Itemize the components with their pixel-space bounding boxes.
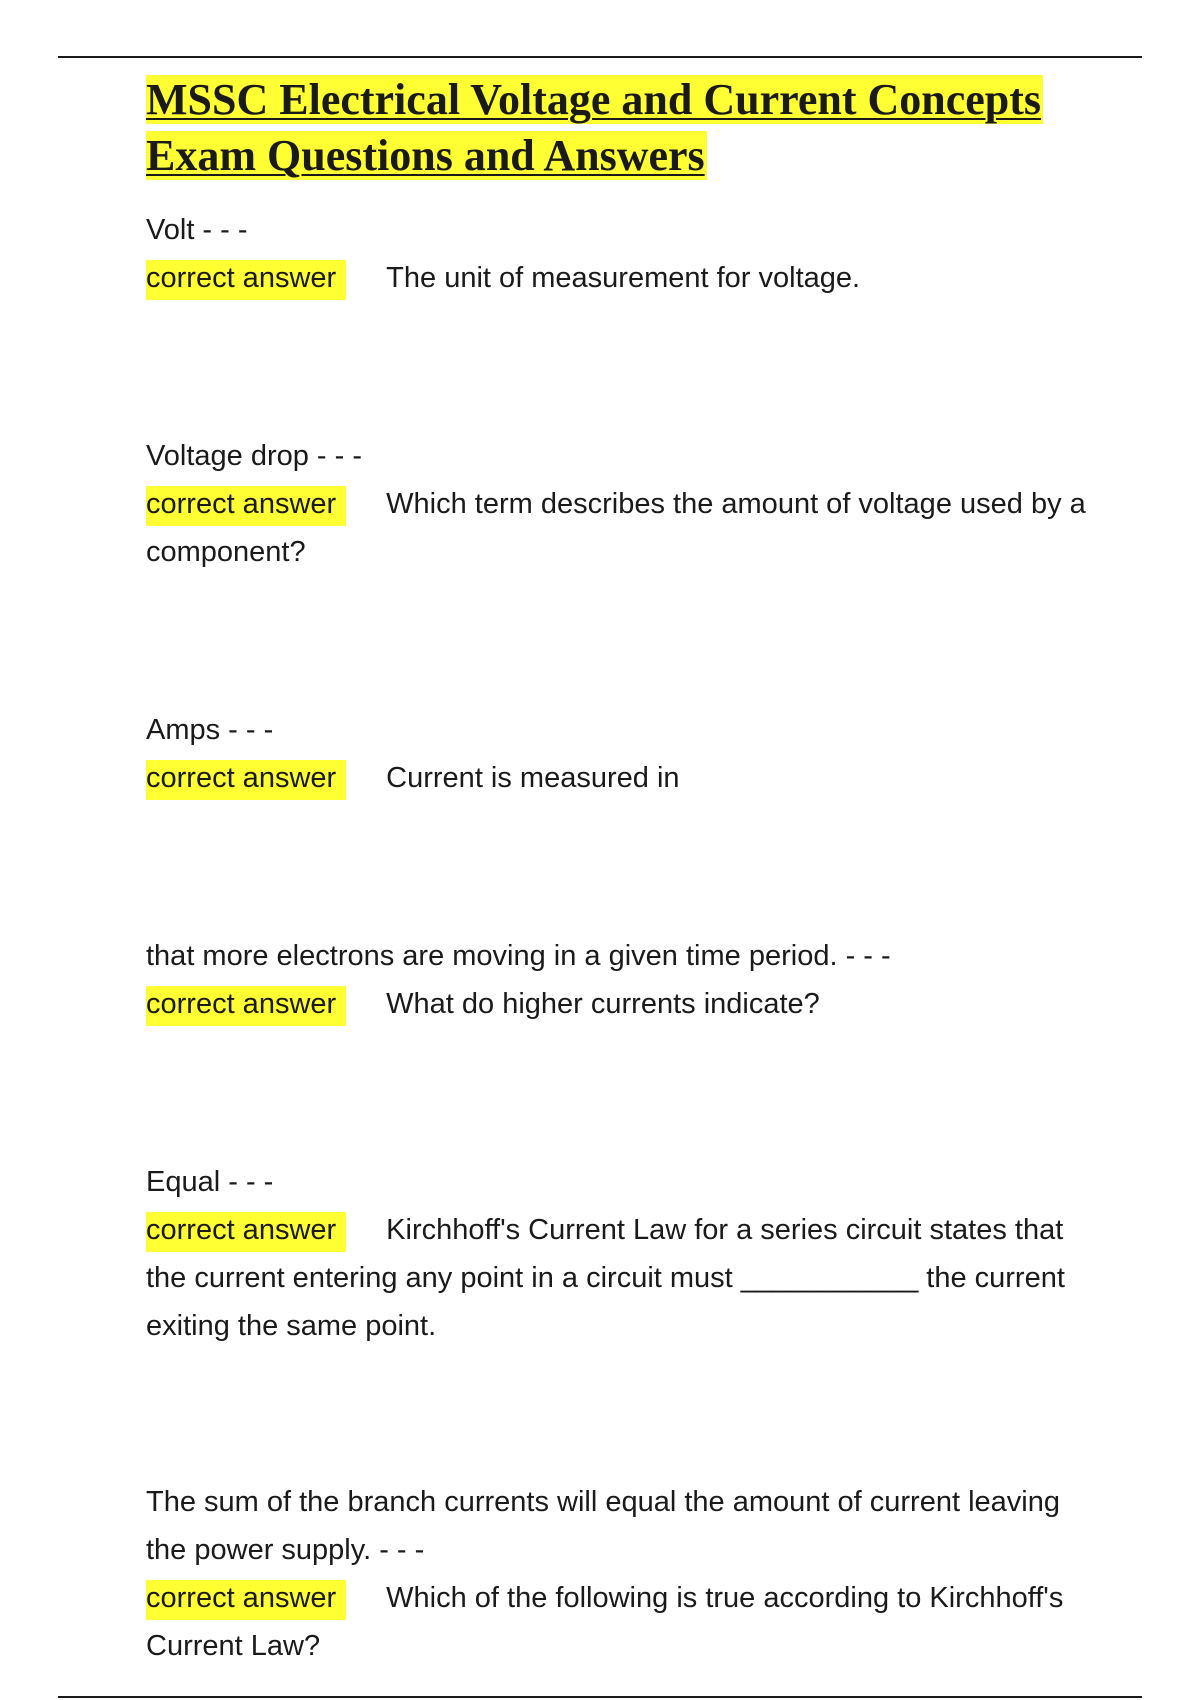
correct-answer-badge: correct answer: [146, 1212, 346, 1252]
qa-answer: Which term describes the amount of voltage used by a component?: [146, 488, 1086, 568]
document-body: [146, 72, 1086, 1670]
qa-item: [146, 432, 1086, 576]
qa-item: [146, 932, 1086, 1028]
qa-answer-line: [146, 980, 1086, 1028]
qa-term: Voltage drop - - -: [146, 440, 362, 472]
qa-term: Volt - - -: [146, 214, 248, 246]
qa-answer-line: [146, 254, 1086, 302]
qa-answer-line: [146, 480, 1086, 576]
correct-answer-badge: correct answer: [146, 760, 346, 800]
correct-answer-badge: correct answer: [146, 486, 346, 526]
qa-item: [146, 1158, 1086, 1350]
qa-term: that more electrons are moving in a given time period. - - -: [146, 940, 891, 972]
qa-answer-line: [146, 1206, 1086, 1350]
qa-term: The sum of the branch currents will equal the amount of current leaving the power supply. - - -: [146, 1486, 1060, 1566]
correct-answer-badge: correct answer: [146, 986, 346, 1026]
qa-answer: Current is measured in: [386, 762, 680, 794]
qa-answer-line: [146, 754, 1086, 802]
correct-answer-badge: correct answer: [146, 1580, 346, 1620]
qa-term: Equal - - -: [146, 1166, 274, 1198]
qa-answer: Which of the following is true according to Kirchhoff's Current Law?: [146, 1582, 1064, 1662]
top-rule: [58, 56, 1142, 58]
qa-item: [146, 706, 1086, 802]
correct-answer-badge: correct answer: [146, 260, 346, 300]
qa-term: Amps - - -: [146, 714, 274, 746]
qa-answer: The unit of measurement for voltage.: [386, 262, 861, 294]
qa-item: [146, 206, 1086, 302]
bottom-rule: [58, 1696, 1142, 1698]
qa-answer: What do higher currents indicate?: [386, 988, 820, 1020]
document-title: MSSC Electrical Voltage and Current Concepts Exam Questions and Answers: [146, 75, 1042, 180]
qa-answer-line: [146, 1574, 1086, 1670]
qa-answer: Kirchhoff's Current Law for a series circuit states that the current entering any point in a circuit must ___________ the current exiting the same point.: [146, 1214, 1065, 1342]
qa-item: [146, 1478, 1086, 1670]
